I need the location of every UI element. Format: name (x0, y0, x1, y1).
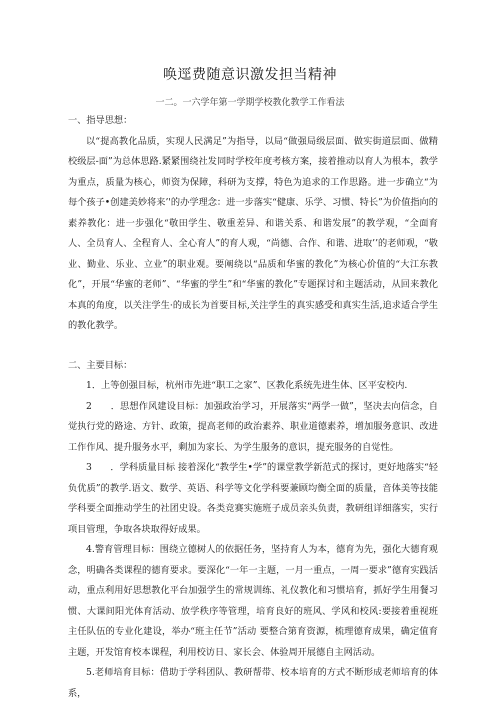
document-title: 唤逕费随意识激发担当精神 (163, 67, 337, 83)
section-heading-goals: 二、主要目标： (68, 359, 133, 371)
goal-item-2: 2 ．思想作风建设目标：加强政治学习，开展落实“两学一做”，坚决去向信念，自觉执行党的路途、方针、政策，提高老师的政治素养、职业道德素养，增加服务意识、改进工作作风、提升服务水平，剩加为家长、为学生服务的意识，提充服务的自觉性。 (68, 400, 438, 453)
goal-item-5: 5.老师培育目标：借助于学科团队、教研帮带、校本培育的方式不断形成老师培育的体系， (68, 667, 438, 699)
goal-item-4: 4.警育管理目标：围绕立德树人的依据任务，坚持育人为本，德育为先，强化大德育观念，明确各类课程的德育要求。要深化“一年一主题，一月一重点，一周一要求”德育实践活动，重点利用好思想教化平台加强学生的常规训练、礼仪教化和习惯培育，抓好学生用餐习惯、大课间阳光体育活动、放学秩序等管理，培育良好的班风、学风和校风:要接着重视班主任队伍的专业化建设，举办“班主任节”活动 要整合第育资源，梳理德育成果，确定值育主题，开发馆育校本课程，利用校访日、家长会、体验周开展德自主网活动。 (68, 544, 438, 658)
guiding-paragraph: 以“提高教化品质，实现人民满足”为指导，以局“做强局级层面、做实街道层面、做精校级层-面”为总体思路.紧紧围绕社发同时学校年度考核方案，接着推动以育人为根本，教学为重点，质量为核心，师资为保障，科研为支撑，特色为追求的工作思路。进一步确立“为每个孩子•创建美妙将来’'的办学理念：进一步落实“健康、乐学、习惯、特长”为价值指向的素养教化：进一步强化“敬田学生、敬重差异、和谐关系、和谐发展”的教学观，“全面育人、全员育人、全程育人、全心育人”的育人观，“尚德、合作、和谐、进取’’的老师观，“敬业、勤业、乐业、立业”的职业观。要阐绕以“品质和华蜜的教化”为核心价值的“大江东教化”，开展“华蜜的老师”、“华蜜的学生”和“华蜜的教化”专题探讨和主题活动，从回来教化本真的角度，以关注学生·的成长为首要目标,关注学生的真实感受和真实生活,追求适合学生的教化教学。 (68, 135, 438, 331)
document-subtitle: 一二。一六学年第一学期学校教化教学工作看法 (155, 98, 345, 108)
section-gap (68, 337, 438, 356)
goal-item-3: 3 ．学科质量目标 接着深化“教学生•学”的课堂教学新范式的探讨，更好地落实“轻负优质”的教学.语文、数学、英语、科学等文化学科要兼顾均衡全面的质量，音体美等技能学科要全面推动学生的社团史设。各类竞赛实施班子成员亲头负责，教研组详细落实，实行项目管理，争取各块取得好成果。 (68, 462, 438, 535)
goal-item-1: 1．上等创强目标，杭州市先进“职工之家”、区教化系统先进生体、区平安校内. (86, 380, 408, 391)
document-body (68, 111, 438, 704)
section-heading-guiding: 一、指导思想： (68, 115, 133, 126)
